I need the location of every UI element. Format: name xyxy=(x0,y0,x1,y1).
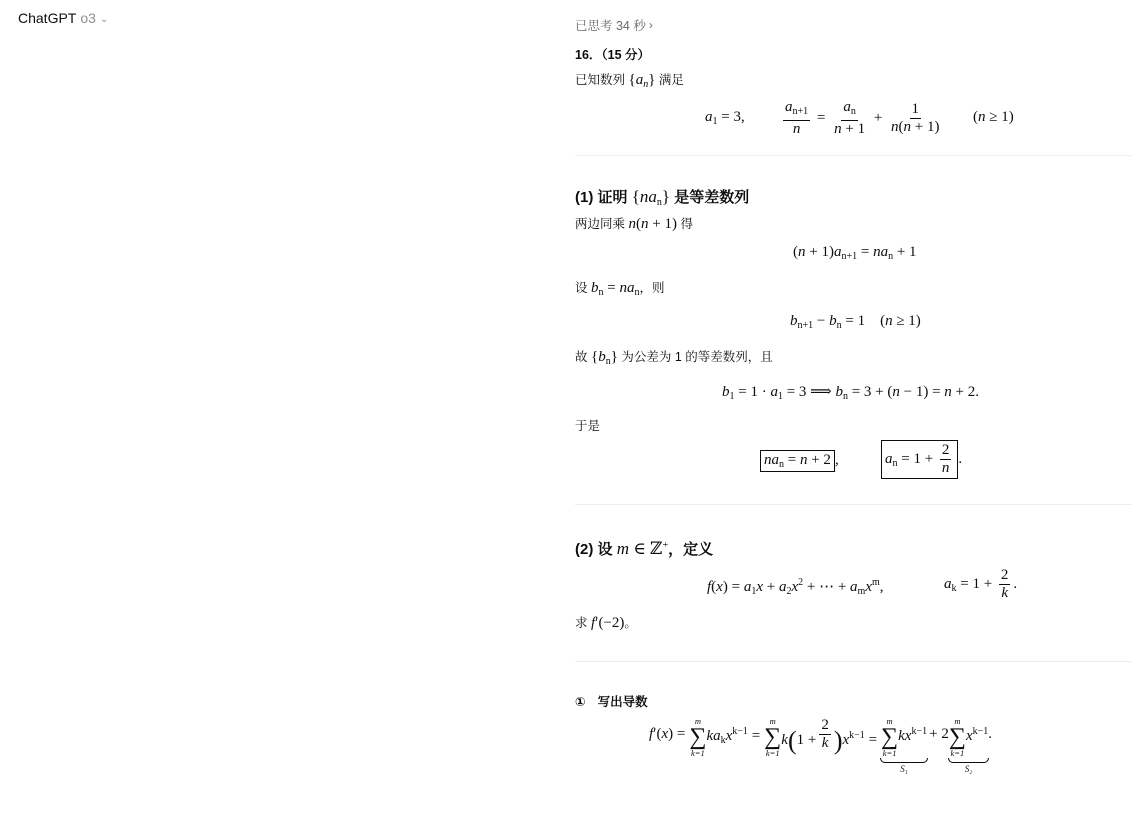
label-s1: S₁ xyxy=(900,764,908,774)
let-prefix: 设 xyxy=(575,281,588,295)
derivative-formula: f′(x) = m ∑ k=1 $ka_kx^{k-1}$ = m ∑ k=1 k(1 + $\frac{2}{k}$ )$x^{k-1}$ = m ∑ k=1 $kx^{k-1}$ S₁ + 2 m ∑ k=1 $x^{k-1}$ S₂ . xyxy=(649,716,992,774)
given-line xyxy=(575,70,1131,95)
assistant-message xyxy=(575,14,1131,780)
part2-heading xyxy=(575,538,1131,559)
find-suffix: 。 xyxy=(624,616,637,630)
part2-heading-prefix: (2) 设 xyxy=(575,541,613,558)
multiply-suffix: 得 xyxy=(680,217,693,231)
boxed-an: $a_n = 1$ + $\frac{2}{n}$ xyxy=(881,440,958,479)
let-line xyxy=(575,278,1131,303)
math-an-set: $\{a_n\}$ xyxy=(628,72,656,90)
equation-bn-closed: $b_1 = 1 \cdot a_1 = 3$ ⟹ $b_n = 3 + (n - 1) = n + 2$. xyxy=(722,384,979,402)
find-prefix: 求 xyxy=(575,616,588,630)
hence-line xyxy=(575,347,1131,372)
math-bn-set: $\{b_n\}$ xyxy=(591,349,618,367)
step1-heading xyxy=(575,692,1131,710)
part1-heading xyxy=(575,186,1131,208)
function-definition: $f(x) = a_1x + a_2x^2$ + ⋯ + $a_mx^m$, $a_k = 1$ + $\frac{2}{k}$ . xyxy=(707,567,1018,601)
multiply-line xyxy=(575,214,1131,234)
hence-prefix: 故 xyxy=(575,350,588,364)
equation-difference: $b_{n+1} - b_n = 1$ (n ≥ 1) xyxy=(790,313,921,331)
hence-suffix: 为公差为 1 的等差数列，且 xyxy=(621,350,773,364)
find-line xyxy=(575,613,1131,633)
let-suffix: ，则 xyxy=(639,281,665,295)
thinking-label: 已思考 34 秒 xyxy=(575,19,646,33)
math-bn-def: $b_n = na_n$ xyxy=(591,280,640,298)
equation-multiplied: $(n + 1)a_{n+1} = na_n + 1$ xyxy=(793,244,917,262)
brand-name: ChatGPT xyxy=(18,10,77,26)
thus-line xyxy=(575,416,1131,436)
divider xyxy=(575,661,1131,662)
thus-text: 于是 xyxy=(575,419,601,433)
math-n-np1: n(n + 1) xyxy=(628,216,677,232)
math-m-in-z: m ∈ ℤ+ xyxy=(616,539,669,558)
chevron-right-icon: › xyxy=(648,18,653,32)
divider xyxy=(575,155,1131,156)
part1-heading-suffix: 是等差数列 xyxy=(674,189,750,206)
divider xyxy=(575,504,1131,505)
part2-heading-suffix: ，定义 xyxy=(668,541,714,558)
step1-title: 写出导数 xyxy=(597,695,648,709)
given-suffix: 满足 xyxy=(658,73,684,87)
math-nan-set: $\{na_n\}$ xyxy=(631,187,671,208)
boxed-results: $na_n = n + 2$ , $a_n = 1$ + $\frac{2}{n}$ . xyxy=(575,440,1131,482)
label-s2: S₂ xyxy=(964,764,973,774)
math-fprime: f′(−2) xyxy=(591,615,625,631)
boxed-nan: $na_n = n + 2$ xyxy=(760,450,835,472)
multiply-prefix: 两边同乘 xyxy=(575,217,626,231)
chevron-down-icon: ⌄ xyxy=(99,14,109,25)
part1-heading-prefix: (1) 证明 xyxy=(575,189,628,206)
model-name: o3 xyxy=(80,10,96,26)
problem-title: 16．（15 分） xyxy=(575,48,651,62)
model-switcher[interactable] xyxy=(18,10,108,26)
given-prefix: 已知数列 xyxy=(575,73,626,87)
recurrence-formula: $a_1 = 3$, $\frac{a_{n+1}}{n}$ = $\frac{a_n}{n + 1}$ + $\frac{1}{n(n + 1)}$ (n ≥ 1) xyxy=(705,99,1014,137)
thinking-toggle[interactable] xyxy=(575,16,1131,34)
step1-marker: ① xyxy=(575,694,586,709)
